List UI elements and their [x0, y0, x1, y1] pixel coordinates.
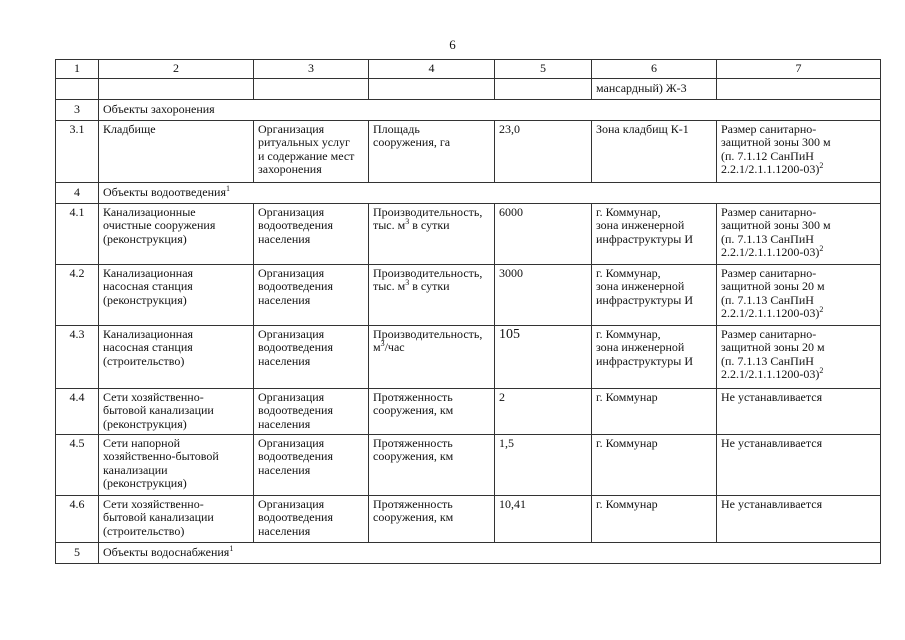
- object-zone-line: защитной зоны 300 м: [721, 218, 831, 232]
- object-location-line: инфраструктуры И: [596, 353, 693, 368]
- object-parameter: Производительность, тыс. $м^3$ в сутки: [369, 203, 495, 264]
- object-zone-line: (п. 7.1.13 СанПиН: [721, 353, 814, 368]
- section-number: 4: [56, 182, 99, 203]
- section-title: Объекты водоснабжения$^1$: [99, 542, 881, 563]
- object-location-line: г. Коммунар,: [596, 326, 661, 341]
- object-name-line: бытовой канализации: [103, 510, 214, 524]
- object-zone: [717, 388, 881, 434]
- footnote-marker: 2: [819, 305, 824, 314]
- object-value: 105: [495, 325, 592, 388]
- object-purpose-line: Организация: [258, 496, 325, 511]
- object-zone-line: Размер санитарно-: [721, 121, 817, 136]
- object-location: [592, 203, 717, 264]
- object-zone: [717, 203, 881, 264]
- object-purpose-line: ритуальных услуг: [258, 135, 350, 149]
- object-zone-line: Не устанавливается: [721, 389, 823, 404]
- object-purpose: [254, 495, 369, 542]
- row-number: 4.1: [56, 203, 99, 264]
- object-purpose-line: Организация: [258, 389, 325, 404]
- object-purpose-line: населения: [258, 462, 311, 477]
- unit-superscript: 3: [405, 217, 410, 226]
- table-row: [56, 434, 881, 495]
- object-purpose-line: и содержание мест: [258, 148, 355, 163]
- object-value: 6000: [495, 203, 592, 264]
- object-purpose-line: водоотведения: [258, 279, 333, 293]
- object-name-line: бытовой канализации: [103, 403, 214, 417]
- object-name: [99, 264, 254, 325]
- section-row: [56, 99, 881, 120]
- objects-table: [55, 59, 881, 564]
- object-location: [592, 264, 717, 325]
- object-name: [99, 388, 254, 434]
- object-name-line: Канализационные: [103, 204, 196, 219]
- object-name: [99, 495, 254, 542]
- object-zone: [717, 120, 881, 182]
- object-zone-line: Не устанавливается: [721, 496, 823, 511]
- object-parameter: Площадь сооружения, га: [369, 120, 495, 182]
- object-zone-line: защитной зоны 300 м: [721, 135, 831, 149]
- object-purpose-line: Организация: [258, 265, 325, 280]
- object-zone-line: (п. 7.1.13 СанПиН: [721, 231, 814, 246]
- column-header: 3: [254, 60, 369, 79]
- object-location: [592, 434, 717, 495]
- column-header: 1: [56, 60, 99, 79]
- object-name-line: насосная станция: [103, 340, 193, 354]
- object-purpose-line: населения: [258, 523, 311, 538]
- object-parameter: Протяженность сооружения, км: [369, 388, 495, 434]
- section-title: Объекты водоотведения$^1$: [99, 182, 881, 203]
- object-purpose-line: водоотведения: [258, 449, 333, 463]
- column-header: 5: [495, 60, 592, 79]
- unit-superscript: 3: [405, 278, 410, 287]
- table-row: [56, 495, 881, 542]
- object-location-line: г. Коммунар: [596, 496, 658, 511]
- object-zone-line: Размер санитарно-: [721, 265, 817, 280]
- object-name: [99, 434, 254, 495]
- footnote-marker: 1: [229, 544, 234, 554]
- object-location-line: инфраструктуры И: [596, 231, 693, 246]
- row-number: 4.6: [56, 495, 99, 542]
- object-location: [592, 120, 717, 182]
- object-purpose: [254, 264, 369, 325]
- table-row: [56, 120, 881, 182]
- object-location-line: зона инженерной: [596, 279, 685, 293]
- footnote-marker: 2: [819, 161, 824, 170]
- object-purpose: [254, 120, 369, 182]
- object-name: [99, 325, 254, 388]
- object-zone-line: 2.2.1/2.1.1.1200-03)$^2$: [721, 244, 824, 259]
- object-name-line: канализации: [103, 462, 168, 477]
- object-purpose-line: Организация: [258, 204, 325, 219]
- carry-over-row: [56, 78, 881, 99]
- object-location: [592, 388, 717, 434]
- object-name-line: Сети напорной: [103, 435, 180, 450]
- object-zone: [717, 325, 881, 388]
- object-zone: [717, 434, 881, 495]
- object-purpose-line: водоотведения: [258, 340, 333, 354]
- object-zone-line: Не устанавливается: [721, 435, 823, 450]
- object-location: [592, 325, 717, 388]
- object-purpose-line: населения: [258, 353, 311, 368]
- object-name-line: насосная станция: [103, 279, 193, 293]
- object-zone-line: Размер санитарно-: [721, 326, 817, 341]
- object-name-line: очистные сооружения: [103, 218, 216, 232]
- table-row: [56, 203, 881, 264]
- section-number: 5: [56, 542, 99, 563]
- object-zone: [717, 495, 881, 542]
- object-location-line: Зона кладбищ К-1: [596, 121, 689, 136]
- object-zone: [717, 264, 881, 325]
- object-zone-line: 2.2.1/2.1.1.1200-03)$^2$: [721, 366, 824, 381]
- object-location-line: г. Коммунар,: [596, 265, 661, 280]
- footnote-marker: 2: [819, 244, 824, 253]
- row-number: 4.4: [56, 388, 99, 434]
- object-value: 2: [495, 388, 592, 434]
- object-purpose-line: водоотведения: [258, 510, 333, 524]
- object-purpose-line: водоотведения: [258, 218, 333, 232]
- object-value: 23,0: [495, 120, 592, 182]
- object-purpose-line: захоронения: [258, 162, 322, 176]
- column-header: 4: [369, 60, 495, 79]
- object-purpose-line: Организация: [258, 435, 325, 450]
- object-value: 3000: [495, 264, 592, 325]
- object-name-line: (реконструкция): [103, 292, 187, 307]
- row-number: 3.1: [56, 120, 99, 182]
- column-header: 2: [99, 60, 254, 79]
- object-location-line: зона инженерной: [596, 340, 685, 354]
- object-name-line: Канализационная: [103, 326, 194, 341]
- object-location-line: г. Коммунар: [596, 435, 658, 450]
- object-purpose-line: водоотведения: [258, 403, 333, 417]
- object-purpose-line: Организация: [258, 326, 325, 341]
- footnote-marker: 1: [225, 184, 230, 194]
- object-purpose: [254, 325, 369, 388]
- object-value: 10,41: [495, 495, 592, 542]
- object-name-line: (строительство): [103, 523, 185, 538]
- page-number: 6: [449, 37, 456, 52]
- object-name-line: Кладбище: [103, 121, 156, 136]
- object-parameter: Протяженность сооружения, км: [369, 434, 495, 495]
- object-zone-line: 2.2.1/2.1.1.1200-03)$^2$: [721, 161, 824, 176]
- object-name: [99, 120, 254, 182]
- object-location-line: г. Коммунар,: [596, 204, 661, 219]
- object-zone-line: защитной зоны 20 м: [721, 279, 825, 293]
- object-parameter: Производительность, тыс. $м^3$ в сутки: [369, 264, 495, 325]
- row-number: 4.5: [56, 434, 99, 495]
- object-zone-line: 2.2.1/2.1.1.1200-03)$^2$: [721, 305, 824, 320]
- object-purpose: [254, 388, 369, 434]
- object-zone-line: (п. 7.1.13 СанПиН: [721, 292, 814, 307]
- object-name-line: Канализационная: [103, 265, 194, 280]
- table-row: [56, 264, 881, 325]
- object-purpose-line: населения: [258, 416, 311, 431]
- object-name-line: (реконструкция): [103, 231, 187, 246]
- object-zone-line: Размер санитарно-: [721, 204, 817, 219]
- column-header: 6: [592, 60, 717, 79]
- unit-superscript: 3: [380, 339, 385, 348]
- table-row: [56, 388, 881, 434]
- object-name-line: хозяйственно-бытовой: [103, 449, 219, 463]
- object-name-line: (реконструкция): [103, 416, 187, 431]
- object-location-line: г. Коммунар: [596, 389, 658, 404]
- carry-over-zone: мансардный) Ж-3: [592, 78, 717, 99]
- object-purpose: [254, 203, 369, 264]
- object-zone-line: защитной зоны 20 м: [721, 340, 825, 354]
- object-purpose-line: населения: [258, 231, 311, 246]
- object-name-line: (строительство): [103, 353, 185, 368]
- section-title: Объекты захоронения: [99, 99, 881, 120]
- row-number: 4.3: [56, 325, 99, 388]
- column-header: 7: [717, 60, 881, 79]
- object-purpose-line: Организация: [258, 121, 325, 136]
- object-purpose-line: населения: [258, 292, 311, 307]
- table-header-row: [56, 60, 881, 79]
- object-name-line: Сети хозяйственно-: [103, 496, 204, 511]
- row-number: 4.2: [56, 264, 99, 325]
- object-value: 1,5: [495, 434, 592, 495]
- table-row: [56, 325, 881, 388]
- section-number: 3: [56, 99, 99, 120]
- object-name: [99, 203, 254, 264]
- object-purpose: [254, 434, 369, 495]
- object-parameter: Протяженность сооружения, км: [369, 495, 495, 542]
- object-location-line: зона инженерной: [596, 218, 685, 232]
- object-location-line: инфраструктуры И: [596, 292, 693, 307]
- object-zone-line: (п. 7.1.12 СанПиН: [721, 148, 814, 163]
- object-name-line: Сети хозяйственно-: [103, 389, 204, 404]
- object-name-line: (реконструкция): [103, 476, 187, 490]
- section-row: [56, 542, 881, 563]
- object-parameter: Производительность, $м^3$/час: [369, 325, 495, 388]
- footnote-marker: 2: [819, 366, 824, 375]
- object-location: [592, 495, 717, 542]
- section-row: [56, 182, 881, 203]
